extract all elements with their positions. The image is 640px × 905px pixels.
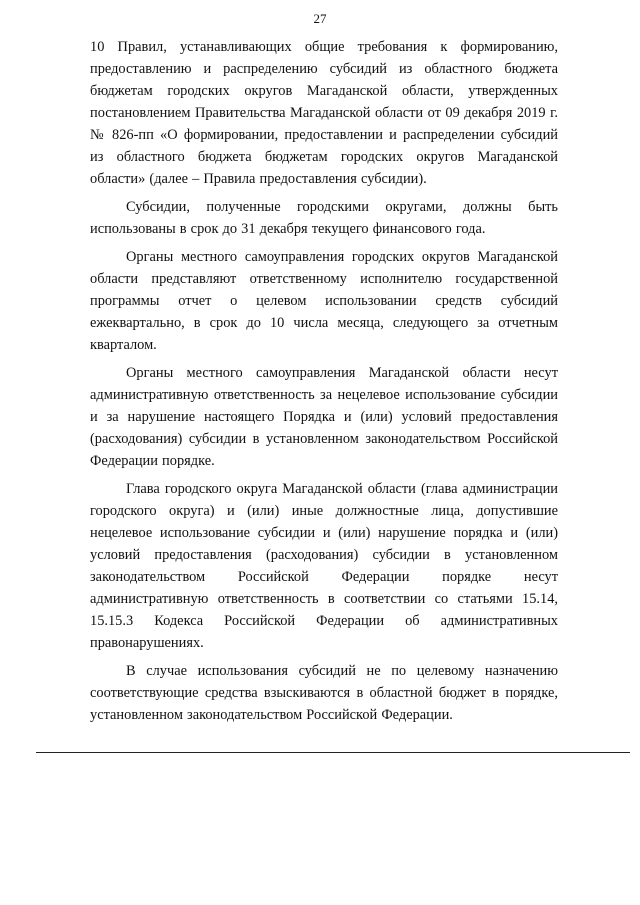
page-number: 27 <box>313 11 327 26</box>
paragraph-usage-deadline: Субсидии, полученные городскими округами, должны быть использованы в срок до 31 декабря текущего финансового года. <box>90 199 558 237</box>
paragraph-administrative-responsibility: Органы местного самоуправления Магаданской области несут административную ответственность за нецелевое использование субсидии и за нарушение настоящего Порядка и (или) условий предоставления (расходования) субсидии в установленном законодательством Российской Федерации порядке. <box>90 365 558 469</box>
bottom-divider <box>36 752 630 753</box>
paragraph-officials-responsibility: Глава городского округа Магаданской области (глава администрации городского округа) и (или) иные должностные лица, допустившие нецелевое использование субсидии и (или) нарушение порядка и (или) условий предоставления (расходования) субсидии в установленном законодательством Российской Федерации порядке несут административную ответственность в соответствии со статьями 15.14, 15.15.3 Кодекса Российской Федерации об административных правонарушениях. <box>90 481 558 651</box>
paragraph-quarterly-report: Органы местного самоуправления городских округов Магаданской области представляют ответственному исполнителю государственной программы отчет о целевом использовании средств субсидий ежеквартально, в срок до 10 числа месяца, следующего за отчетным кварталом. <box>90 249 558 353</box>
document-body <box>90 36 558 732</box>
paragraph-continuation: 10 Правил, устанавливающих общие требования к формированию, предоставлению и распределению субсидий из областного бюджета бюджетам городских округов Магаданской области, утвержденных постановлением Правительства Магаданской области от 09 декабря 2019 г. № 826-пп «О формировании, предоставлении и распределении субсидий из областного бюджета бюджетам городских округов Магаданской области» (далее – Правила предоставления субсидии). <box>90 39 558 187</box>
paragraph-funds-recovery: В случае использования субсидий не по целевому назначению соответствующие средства взыскиваются в областной бюджет в порядке, установленном законодательством Российской Федерации. <box>90 663 558 723</box>
